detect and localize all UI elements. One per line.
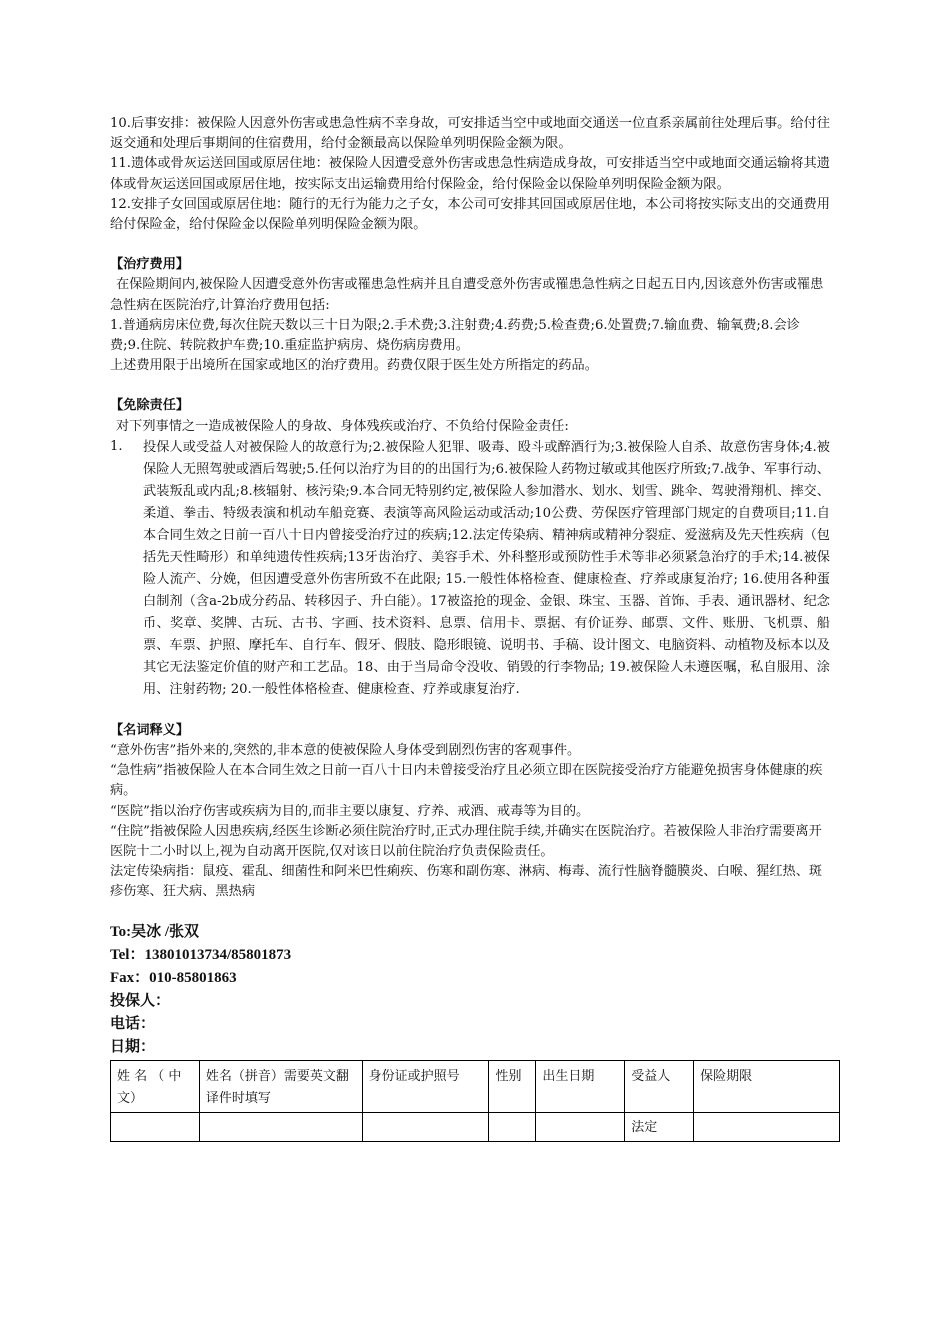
cell-name-chinese[interactable] [111,1112,200,1141]
definitions-title: 【名词释义】 [110,722,190,738]
exclusions-title: 【免除责任】 [110,398,190,414]
item-11: 11.遗体或骨灰运送回国或原居住地：被保险人因遭受意外伤害或患急性病造成身故，可安排适当空中或地面交通运输将其遗体或骨灰运送回国或原居住地，按实际支出运输费用给付保险金，给付保险金以保险单列明保险金额为限。 [110,156,830,192]
cell-birth-date[interactable] [536,1112,625,1141]
contact-fax: Fax：010-85801863 [110,969,237,986]
treatment-title: 【治疗费用】 [110,257,190,273]
header-name-pinyin: 姓名（拼音）需要英文翻译件时填写 [199,1060,362,1112]
exclusions-list [110,437,830,701]
insured-table [110,1060,840,1142]
definition-accident: “意外伤害”指外来的,突然的,非本意的使被保险人身体受到剧烈伤害的客观事件。 [110,743,581,759]
definition-hospitalization: “住院”指被保险人因患疾病,经医生诊断必须住院治疗时,正式办理住院手续,并确实在医院治疗。若被保险人非治疗需要离开医院十二小时以上,视为自动离开医院,仅对该日以前住院治疗负责保险责任。 [110,823,822,860]
table-header-row [111,1060,840,1112]
cell-gender[interactable] [489,1112,536,1141]
header-insurance-period: 保险期限 [694,1060,840,1112]
cell-name-pinyin[interactable] [199,1112,362,1141]
applicant-label: 投保人： [110,992,171,1009]
contact-to: To:吴冰 /张双 [110,923,200,940]
header-name-chinese: 姓 名 （ 中 文） [111,1060,200,1112]
header-id-passport: 身份证或护照号 [362,1060,489,1112]
exclusions-body: 投保人或受益人对被保险人的故意行为;2.被保险人犯罪、吸毒、殴斗或醉酒行为;3.被保险人自杀、故意伤害身体;4.被保险人无照驾驶或酒后驾驶;5.任何以治疗为目的的出国行为;6.被保险人药物过敏或其他医疗所致;7.战争、军事行动、武装叛乱或内乱;8.核辐射、核污染;9.本合同无特别约定,被保险人参加潜水、划水、划雪、跳伞、驾驶滑翔机、摔交、柔道、拳击、特级表演和机动车船竞赛、表演等高风险运动或活动;10公费、劳保医疗管理部门规定的自费项目;11.自本合同生效之日前一百八十日内曾接受治疗过的疾病;12.法定传染病、精神病或精神分裂症、爱滋病及先天性疾病（包括先天性畸形）和单纯遗传性疾病;13牙齿治疗、美容手术、外科整形或预防性手术等非必须紧急治疗的手术;14.被保险人流产、分娩，但因遭受意外伤害所致不在此限; 15.一般性体格检查、健康检查、疗养或康复治疗; 16.使用各种蛋白制剂（含a-2b成分药品、转移因子、升白能）。17被盗抢的现金、金银、珠宝、玉器、首饰、手表、通讯器材、纪念币、奖章、奖牌、古玩、古书、字画、技术资料、息票、信用卡、票据、有价证券、邮票、文件、账册、飞机票、船票、车票、护照、摩托车、自行车、假牙、假肢、隐形眼镜、说明书、手稿、设计图文、电脑资料、动植物及标本以及其它无法鉴定价值的财产和工艺品。18、由于当局命令没收、销毁的行李物品; 19.被保险人未遵医嘱，私自服用、涂用、注射药物; 20.一般性体格检查、健康检查、疗养或康复治疗. [143,439,830,697]
table-row [111,1112,840,1141]
header-birth-date: 出生日期 [536,1060,625,1112]
item-12: 12.安排子女回国或原居住地：随行的无行为能力之子女，本公司可安排其回国或原居住地，本公司将按实际支出的交通费用给付保险金，给付保险金以保险单列明保险金额为限。 [110,196,830,233]
contact-block [110,921,830,1059]
date-label: 日期： [110,1038,156,1055]
cell-beneficiary[interactable]: 法定 [625,1112,694,1141]
definition-infectious-disease: 法定传染病指：鼠疫、霍乱、细菌性和阿米巴性痢疾、伤寒和副伤寒、淋病、梅毒、流行性脑脊髓膜炎、白喉、猩红热、斑疹伤寒、狂犬病、黑热病 [110,864,823,900]
document-page [110,114,830,1142]
contact-tel: Tel：13801013734/85801873 [110,946,292,963]
treatment-note: 上述费用限于出境所在国家或地区的治疗费用。药费仅限于医生处方所指定的药品。 [110,358,598,374]
header-gender: 性别 [489,1060,536,1112]
definition-acute-illness: “急性病”指被保险人在本合同生效之日前一百八十日内未曾接受治疗且必须立即在医院接受治疗方能避免损害身体健康的疾病。 [110,763,823,799]
definition-hospital: “医院”指以治疗伤害或疾病为目的,而非主要以康复、疗养、戒酒、戒毒等为目的。 [110,803,590,819]
cell-insurance-period[interactable] [694,1112,840,1141]
header-beneficiary: 受益人 [625,1060,694,1112]
exclusions-intro: 对下列事情之一造成被保险人的身故、身体残疾或治疗、不负给付保险金责任: [116,418,569,434]
treatment-list: 1.普通病房床位费,每次住院天数以三十日为限;2.手术费;3.注射费;4.药费;5.检查费;6.处置费;7.输血费、输氧费;8.会诊费;9.住院、转院救护车费;10.重症监护病房、烧伤病房费用。 [110,317,800,354]
item-10: 10.后事安排：被保险人因意外伤害或患急性病不幸身故，可安排适当空中或地面交通送一位直系亲属前往处理后事。给付往返交通和处理后事期间的住宿费用，给付金额最高以保险单列明保险金额为限。 [110,116,830,152]
phone-label: 电话： [110,1015,156,1032]
exclusions-number: 1. [110,438,123,454]
cell-id-passport[interactable] [362,1112,489,1141]
treatment-intro: 在保险期间内,被保险人因遭受意外伤害或罹患急性病并且自遭受意外伤害或罹患急性病之日起五日内,因该意外伤害或罹患急性病在医院治疗,计算治疗费用包括: [110,277,824,313]
